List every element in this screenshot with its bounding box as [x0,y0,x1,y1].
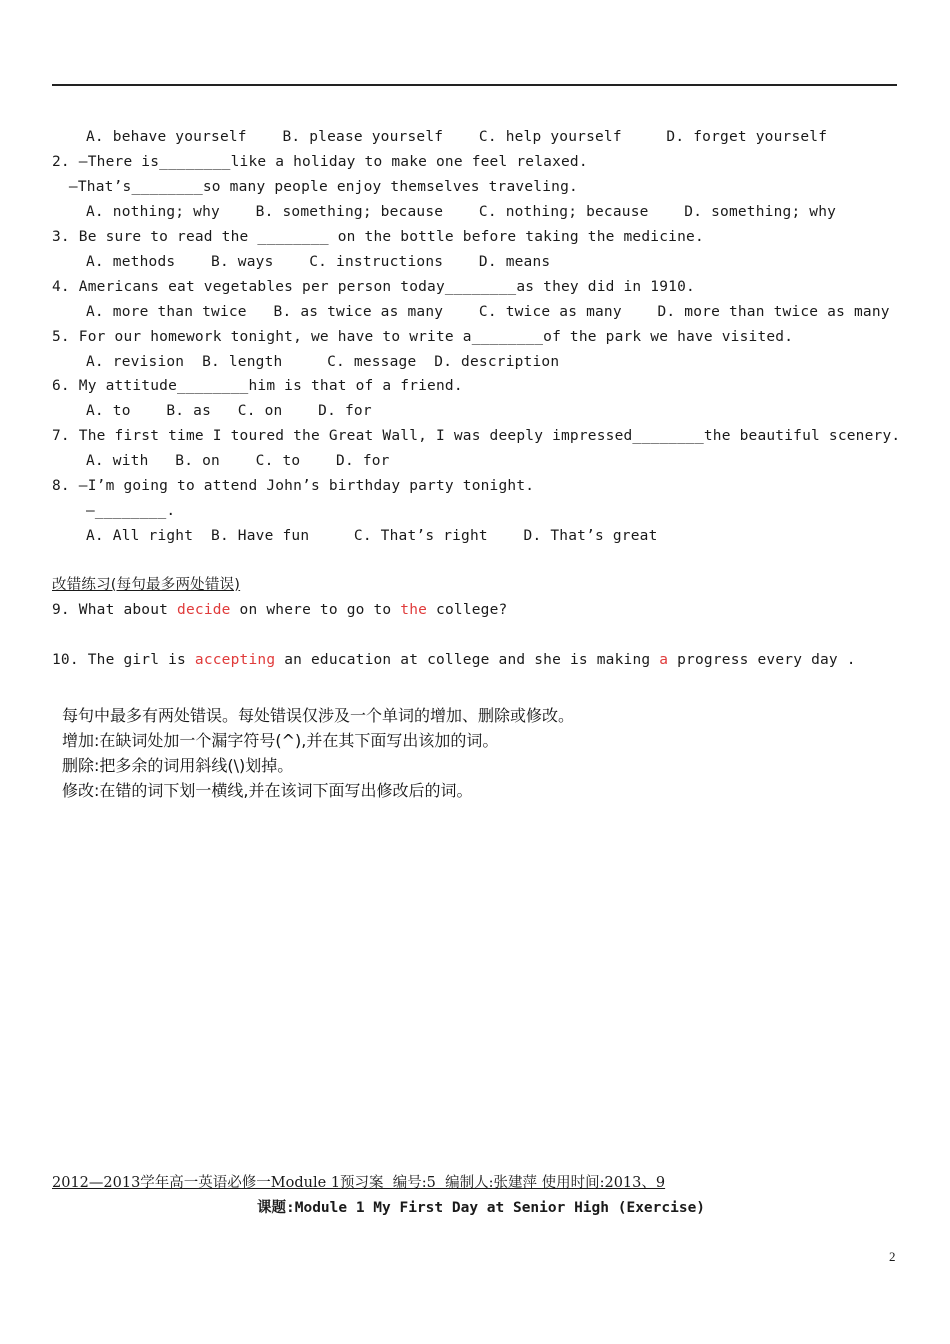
s9-part-a: 9. What about [52,602,178,618]
correction-heading: 改错练习(每句最多两处错误) [52,577,241,593]
sentence-9 [52,601,507,619]
q8-reply: —________. [86,503,176,519]
top-rule [52,84,897,86]
q8-options: A. All right B. Have fun C. That’s right D. That’s great [86,528,658,544]
rule-line-3: 删除:把多余的词用斜线(\)划掉。 [62,756,294,775]
lesson-subject: 课题:Module 1 My First Day at Senior High (Exercise) [257,1200,706,1216]
q4-text: 4. Americans eat vegetables per person today________as they did in 1910. [52,279,695,295]
q5-options: A. revision B. length C. message D. description [86,354,560,370]
q6-text: 6. My attitude________him is that of a friend. [52,378,463,394]
q6-options: A. to B. as C. on D. for [86,403,372,419]
s9-error-word-2: the [400,602,428,618]
q2-reply: —That’s________so many people enjoy themselves traveling. [60,179,578,195]
s10-error-word-2: a [659,652,669,668]
footer-header-line: 2012—2013学年高一英语必修一Module 1预习案 编号:5 编制人:张建萍 使用时间:2013、9 [52,1175,666,1191]
q1-options: A. behave yourself B. please yourself C. help yourself D. forget yourself [86,129,828,145]
s9-part-c: college? [427,602,508,618]
rule-line-1: 每句中最多有两处错误。每处错误仅涉及一个单词的增加、删除或修改。 [62,706,575,725]
q4-options: A. more than twice B. as twice as many C. twice as many D. more than twice as many [86,304,890,320]
q5-text: 5. For our homework tonight, we have to write a________of the park we have visited. [52,329,794,345]
rule-line-4: 修改:在错的词下划一横线,并在该词下面写出修改后的词。 [62,781,473,800]
s10-part-b: an education at college and she is making [275,652,660,668]
q2-text: 2. —There is________like a holiday to make one feel relaxed. [52,154,588,170]
rule-line-2: 增加:在缺词处加一个漏字符号(^),并在其下面写出该加的词。 [62,731,499,750]
q7-text: 7. The first time I toured the Great Wall, I was deeply impressed________the beautiful scenery. [52,428,901,444]
q3-options: A. methods B. ways C. instructions D. means [86,254,551,270]
q2-options: A. nothing; why B. something; because C. nothing; because D. something; why [86,204,837,220]
page-number: 2 [889,1249,896,1264]
s10-error-word-1: accepting [194,652,276,668]
s9-error-word-1: decide [177,602,231,618]
q8-text: 8. —I’m going to attend John’s birthday party tonight. [52,478,535,494]
s10-part-a: 10. The girl is [52,652,195,668]
q3-text: 3. Be sure to read the ________ on the bottle before taking the medicine. [52,229,704,245]
s9-part-b: on where to go to [230,602,401,618]
s10-part-c: progress every day . [668,652,856,668]
sentence-10 [52,651,856,669]
q7-options: A. with B. on C. to D. for [86,453,390,469]
